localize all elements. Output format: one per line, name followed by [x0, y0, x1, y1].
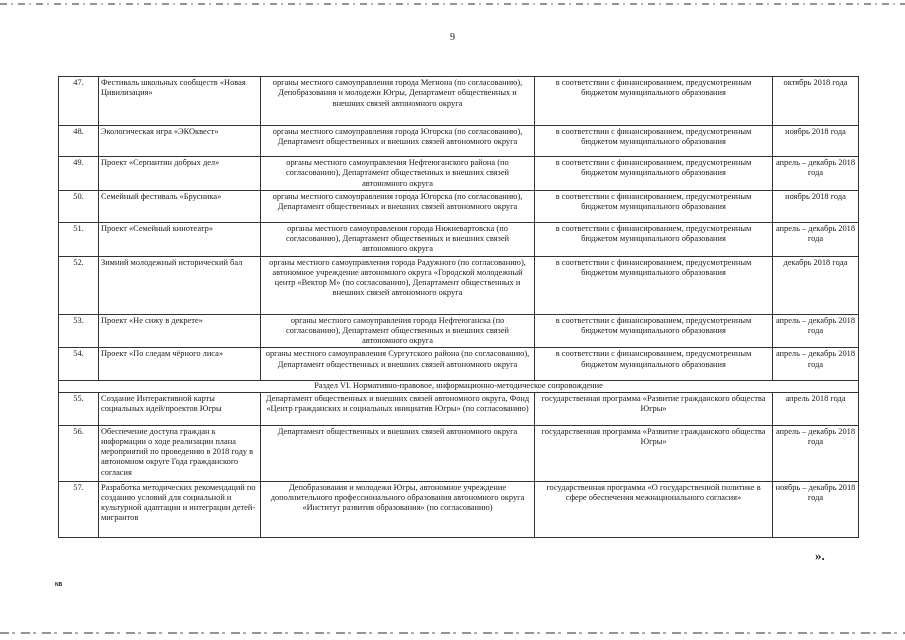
event-name: Проект «Семейный кинотеатр»	[99, 222, 261, 256]
event-date: апрель 2018 года	[773, 392, 859, 425]
table-row	[59, 190, 859, 222]
event-executor: органы местного самоуправления города Югорска (по согласованию), Департамент общественных и внешних связей автономного округа	[261, 126, 535, 157]
event-name: Семейный фестиваль «Брусника»	[99, 190, 261, 222]
event-name: Проект «Серпантин добрых дел»	[99, 157, 261, 191]
event-funding: в соответствии с финансированием, предусмотренным бюджетом муниципального образования	[535, 77, 773, 126]
event-funding: в соответствии с финансированием, предусмотренным бюджетом муниципального образования	[535, 314, 773, 348]
event-funding: в соответствии с финансированием, предусмотренным бюджетом муниципального образования	[535, 157, 773, 191]
event-executor: органы местного самоуправления города Югорска (по согласованию), Департамент общественных и внешних связей автономного округа	[261, 190, 535, 222]
event-name: Экологическая игра «ЭКОквест»	[99, 126, 261, 157]
event-name: Проект «По следам чёрного лиса»	[99, 348, 261, 381]
row-number: 51.	[59, 222, 99, 256]
event-date: апрель – декабрь 2018 года	[773, 348, 859, 381]
event-name: Разработка методических рекомендаций по созданию условий для социальной и культурной адаптации и интеграции детей-мигрантов	[99, 481, 261, 537]
section-title: Раздел VI. Нормативно-правовое, информационно-методическое сопровождение	[59, 381, 859, 392]
row-number: 50.	[59, 190, 99, 222]
event-executor: Департамент общественных и внешних связей автономного округа	[261, 425, 535, 481]
event-funding: в соответствии с финансированием, предусмотренным бюджетом муниципального образования	[535, 126, 773, 157]
table-row	[59, 481, 859, 537]
row-number: 48.	[59, 126, 99, 157]
row-number: 56.	[59, 425, 99, 481]
event-executor: органы местного самоуправления города Нижневартовска (по согласованию), Департамент общественных и внешних связей автономного округа	[261, 222, 535, 256]
event-date: ноябрь 2018 года	[773, 126, 859, 157]
event-funding: в соответствии с финансированием, предусмотренным бюджетом муниципального образования	[535, 222, 773, 256]
event-executor: Депобразования и молодежи Югры, автономное учреждение дополнительного профессионального образования автономного округа «Институт развития образования» (по согласованию)	[261, 481, 535, 537]
row-number: 49.	[59, 157, 99, 191]
event-funding: в соответствии с финансированием, предусмотренным бюджетом муниципального образования	[535, 348, 773, 381]
event-date: декабрь 2018 года	[773, 256, 859, 314]
footer-mark: NB	[55, 582, 63, 588]
event-name: Фестиваль школьных сообществ «Новая Цивилизация»	[99, 77, 261, 126]
event-executor: Департамент общественных и внешних связей автономного округа, Фонд «Центр гражданских и социальных инициатив Югры» (по согласованию)	[261, 392, 535, 425]
event-date: апрель – декабрь 2018 года	[773, 425, 859, 481]
event-name: Создание Интерактивной карты социальных идей/проектов Югры	[99, 392, 261, 425]
row-number: 47.	[59, 77, 99, 126]
row-number: 53.	[59, 314, 99, 348]
event-date: апрель – декабрь 2018 года	[773, 314, 859, 348]
event-funding: государственная программа «Развитие гражданского общества Югры»	[535, 392, 773, 425]
table-row	[59, 425, 859, 481]
event-date: ноябрь 2018 года	[773, 190, 859, 222]
event-executor: органы местного самоуправления города Нефтеюганска (по согласованию), Департамент общественных и внешних связей автономного округа	[261, 314, 535, 348]
table-row	[59, 314, 859, 348]
event-date: апрель – декабрь 2018 года	[773, 157, 859, 191]
event-funding: в соответствии с финансированием, предусмотренным бюджетом муниципального образования	[535, 256, 773, 314]
row-number: 54.	[59, 348, 99, 381]
event-executor: органы местного самоуправления Нефтеюганского района (по согласованию), Департамент общественных и внешних связей автономного округа	[261, 157, 535, 191]
event-date: апрель – декабрь 2018 года	[773, 222, 859, 256]
event-name: Зимний молодежный исторический бал	[99, 256, 261, 314]
table-row	[59, 256, 859, 314]
event-date: ноябрь – декабрь 2018 года	[773, 481, 859, 537]
section-header-row	[59, 381, 859, 392]
event-executor: органы местного самоуправления города Радужного (по согласованию), автономное учреждение автономного округа «Городской молодежный центр «Вектор М» (по согласованию), Департамент общественных и внешних связей автономного округа	[261, 256, 535, 314]
event-name: Обеспечение доступа граждан к информации о ходе реализации плана мероприятий по проведению в 2018 году в автономном округе Года гражданского согласия	[99, 425, 261, 481]
event-funding: государственная программа «Развитие гражданского общества Югры»	[535, 425, 773, 481]
row-number: 55.	[59, 392, 99, 425]
events-table	[58, 76, 859, 538]
table-row	[59, 77, 859, 126]
page-number: 9	[450, 32, 455, 43]
event-executor: органы местного самоуправления города Мегиона (по согласованию), Депобразования и молодежи Югры, Департамент общественных и внешних связей автономного округа	[261, 77, 535, 126]
event-executor: органы местного самоуправления Сургутского района (по согласованию), Департамент общественных и внешних связей автономного округа	[261, 348, 535, 381]
row-number: 52.	[59, 256, 99, 314]
event-date: октябрь 2018 года	[773, 77, 859, 126]
table-row	[59, 157, 859, 191]
table-row	[59, 392, 859, 425]
table-row	[59, 126, 859, 157]
table-row	[59, 222, 859, 256]
scan-bottom-edge	[0, 632, 905, 634]
row-number: 57.	[59, 481, 99, 537]
scan-top-edge	[0, 3, 905, 5]
event-name: Проект «Не сижу в декрете»	[99, 314, 261, 348]
closing-quote-mark: ».	[815, 548, 825, 563]
event-funding: государственная программа «О государственной политике в сфере обеспечения межнационального согласия»	[535, 481, 773, 537]
event-funding: в соответствии с финансированием, предусмотренным бюджетом муниципального образования	[535, 190, 773, 222]
table-row	[59, 348, 859, 381]
